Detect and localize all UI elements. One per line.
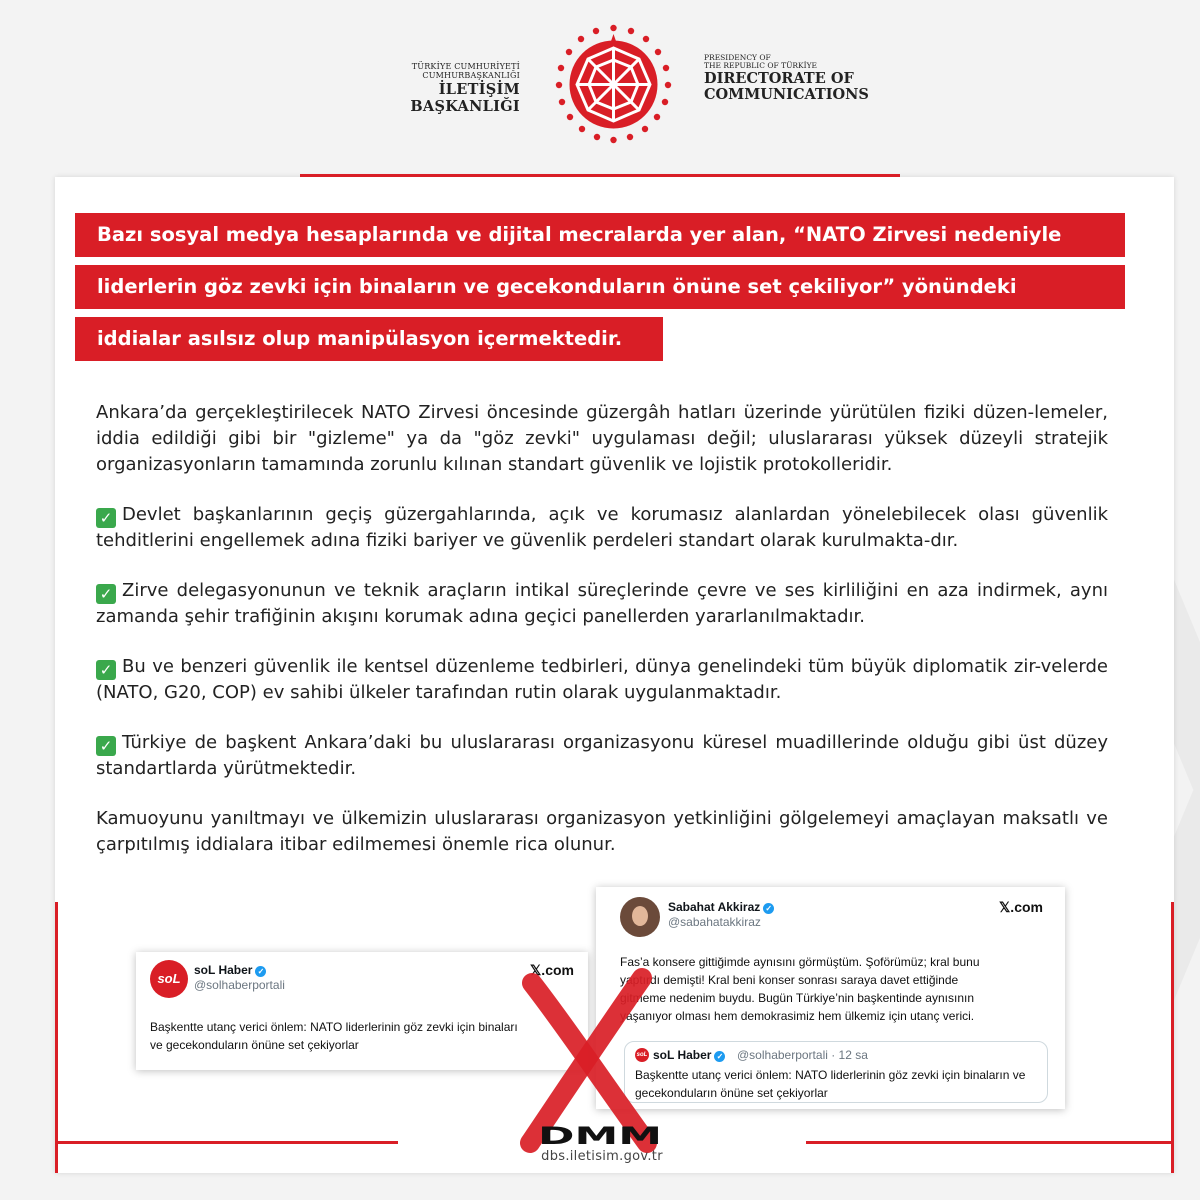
tweet-text-line-4: yaşanıyor olması hem demokrasimiz hem ülkemiz için utanç verici. [620,1009,975,1023]
top-accent-line [300,174,900,177]
bullet-4-text: Türkiye de başkent Ankara’daki bu uluslararası organizasyonu küresel muadillerinde olduğu gibi üst düzey standartlarda yürütmektedir. [96,732,1108,779]
closing-paragraph: Kamuoyunu yanıltmayı ve ülkemizin uluslararası organizasyon yetkinliğini gölgelemeyi amaçlayan maksatlı ve çarpıtılmış iddialara itibar edilmemesi önemle rica olunur. [96,808,1108,855]
header-right-subtitle-2: THE REPUBLIC OF TÜRKİYE [704,61,818,70]
check-mark-icon: ✓ [96,736,116,756]
intro-paragraph: Ankara’da gerçekleştirilecek NATO Zirvesi öncesinde güzergâh hatları üzerinde yürütülen fiziki düzen-lemeler, iddia edildiği gibi bir "gizleme" ya da "göz zevki" uygulaması değil; uluslararası yüksek düzeyli stratejik organizasyonların tamamında zorunlu kılınan standart güvenlik ve lojistik protokolleridir. [96,402,1108,475]
left-bottom-accent [55,1141,398,1144]
tweet-author-name-text: soL Haber [194,963,253,977]
tweet-text-line-2: ve gecekonduların önüne set çekiyorlar [150,1038,359,1052]
quote-author-name [653,1048,725,1062]
headline-line-3: iddialar asılsız olup manipülasyon içermektedir. [75,317,663,361]
bullet-3 [96,654,1108,706]
bullet-3-text: Bu ve benzeri güvenlik ile kentsel düzenleme tedbirleri, dünya genelindeki tüm büyük diplomatik zir-velerde (NATO, G20, COP) ev sahibi ülkeler tarafından rutin olarak uygulanmaktadır. [96,656,1108,703]
header-left-title [330,62,520,115]
quote-text-line-1: Başkentte utanç verici önlem: NATO liderlerinin göz zevki için binaların ve [635,1068,1026,1082]
dmm-logo [538,1124,663,1146]
headline-line-1: Bazı sosyal medya hesaplarında ve dijital mecralarda yer alan, “NATO Zirvesi nedeniyle [75,213,1125,257]
bullet-2-text: Zirve delegasyonunun ve teknik araçların intikal süreçlerinde çevre ve ses kirliliğini en aza indirmek, aynı zamanda şehir trafiğinin akışını korumak adına geçici panellerden yararlanılmaktadır. [96,580,1108,627]
left-corner-accent [55,902,58,1173]
tweet-author-handle: @solhaberportali [194,978,285,992]
headline-line-2: liderlerin göz zevki için binaların ve gecekonduların önüne set çekiliyor” yönündeki [75,265,1125,309]
tweet-text [620,953,1050,1025]
right-corner-accent [1171,902,1174,1173]
header [0,0,1200,175]
quote-avatar: soL [635,1048,649,1062]
tweet-text-line-1: Fas’a konsere gittiğimde aynısını görmüştüm. Şoförümüz; kral bunu [620,955,980,969]
quote-author-name-text: soL Haber [653,1048,712,1062]
tweet-author-handle: @sabahatakkiraz [668,915,761,929]
dmm-logo-text: DMM [538,1124,662,1146]
statement-body [96,400,1108,882]
header-right-name-2: COMMUNICATIONS [704,86,869,103]
x-logo-icon: 𝕏.com [530,962,574,978]
tweet-card-sabahat-akkiraz [596,887,1065,1109]
verified-badge-icon: ✓ [255,966,266,977]
check-mark-icon: ✓ [96,660,116,680]
verified-badge-icon: ✓ [714,1051,725,1062]
avatar: soL [150,960,188,998]
header-left-subtitle: TÜRKİYE CUMHURİYETİ CUMHURBAŞKANLIĞI [411,62,520,80]
verified-badge-icon: ✓ [763,903,774,914]
tweet-author-name [194,963,266,977]
presidential-emblem-icon [551,22,676,147]
bullet-4 [96,730,1108,782]
tweet-text-line-1: Başkentte utanç verici önlem: NATO liderlerinin göz zevki için binaları [150,1020,518,1034]
tweet-author-name-text: Sabahat Akkiraz [668,900,761,914]
header-right-title [704,54,904,102]
right-bottom-accent [806,1141,1174,1144]
check-mark-icon: ✓ [96,584,116,604]
header-right-subtitle-1: PRESIDENCY OF [704,53,771,62]
header-right-name-1: DIRECTORATE OF [704,70,854,87]
bullet-2 [96,578,1108,630]
header-left-name: İLETİŞİM BAŞKANLIĞI [410,81,520,115]
avatar [620,897,660,937]
quote-text-line-2: gecekonduların önüne set çekiyorlar [635,1086,828,1100]
quote-text [635,1066,1045,1102]
tweet-text-line-2: yaptırdı demişti! Kral beni konser sonrası saraya davet ettiğinde [620,973,959,987]
quote-author-handle: @solhaberportali · 12 sa [737,1048,868,1062]
check-mark-icon: ✓ [96,508,116,528]
bullet-1-text: Devlet başkanlarının geçiş güzergahlarında, açık ve korumasız alanlardan yönelebilecek olası güvenlik tehditlerini engellemek adına fiziki bariyer ve güvenlik perdeleri standart olarak kurulmakta-dır. [96,504,1108,551]
tweet-text-line-3: gitmeme nedenim buydu. Bugün Türkiye’nin başkentinde aynısının [620,991,974,1005]
bullet-1 [96,502,1108,554]
x-logo-icon: 𝕏.com [999,899,1043,915]
footer-website[interactable]: dbs.iletisim.gov.tr [541,1149,663,1164]
quoted-tweet [624,1041,1048,1103]
tweet-author-name [668,900,774,914]
